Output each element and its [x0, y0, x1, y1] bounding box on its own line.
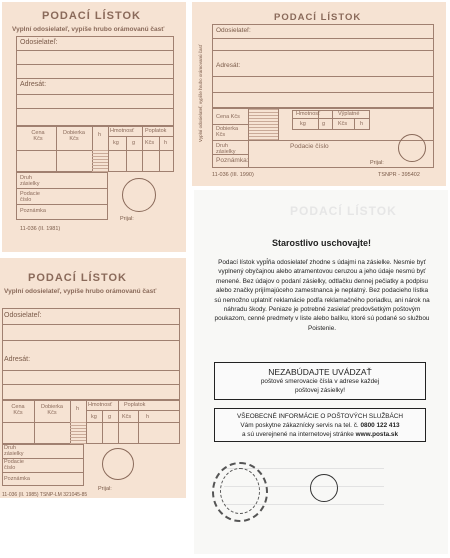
line	[2, 384, 180, 385]
form-number: 11-036 (II. 1985) TSNP-LM 321045-85	[2, 492, 88, 498]
kg-label: kg	[113, 140, 119, 146]
fee-h-label: h	[360, 121, 364, 127]
line	[292, 118, 370, 119]
slip-top-right	[192, 2, 446, 186]
sender-address-box	[212, 24, 434, 108]
print-code: TSNPR - 395402	[378, 172, 420, 178]
cod-label: Dobierka Kčs	[216, 126, 239, 138]
form-number: 11-036 (II. 1981)	[20, 226, 61, 232]
reminder-text: poštové smerovacie čísla v adrese každej poštovej zásielky!	[260, 378, 380, 394]
hatched-area	[248, 108, 278, 140]
kind-label: Druh zásielky	[20, 175, 40, 187]
postal-code-reminder-box	[214, 362, 426, 400]
g-label: g	[132, 140, 136, 146]
line	[108, 136, 174, 137]
service-phone-line	[215, 421, 425, 430]
ghost-title: PODACÍ LÍSTOK	[290, 204, 397, 218]
h-label: h	[76, 406, 80, 412]
address-label: Adresát:	[4, 356, 31, 363]
price-label: Cena Kčs	[31, 130, 45, 142]
vline	[102, 410, 103, 444]
number-label: Podacie číslo	[20, 191, 40, 203]
vertical-instruction: Vyplní odosielateľ, vypíše hrubo orámovanú časť	[198, 44, 203, 142]
stamp-circle	[398, 134, 426, 162]
line	[16, 78, 174, 79]
price-label: Cena Kčs	[11, 404, 25, 416]
vline	[159, 136, 160, 172]
address-label: Adresát:	[20, 81, 47, 88]
address-label: Adresát:	[216, 62, 241, 69]
hatched-area	[70, 422, 86, 444]
line	[2, 422, 180, 423]
sender-label: Odosielateľ:	[20, 39, 58, 46]
fee-kcs-label: Kčs	[338, 121, 348, 127]
slip-top-left	[2, 2, 186, 252]
g-label: g	[322, 121, 326, 127]
slip-title: PODACÍ LÍSTOK	[274, 12, 362, 23]
kg-label: kg	[300, 121, 306, 127]
sender-label: Odosielateľ:	[4, 312, 42, 319]
stamp-circle	[102, 448, 134, 480]
line	[2, 324, 180, 325]
vline	[278, 108, 279, 140]
reminder-heading: NEZABÚDAJTE UVÁDZAŤ	[268, 367, 372, 377]
line	[2, 472, 84, 473]
cod-label: Dobierka Kčs	[62, 130, 85, 142]
line	[212, 38, 434, 39]
line	[212, 124, 248, 125]
kg-label: kg	[91, 414, 97, 420]
service-website: www.posta.sk	[355, 431, 399, 438]
vline	[126, 136, 127, 172]
sender-label: Odosielateľ:	[216, 27, 251, 34]
hatched-area	[92, 150, 108, 172]
fee-label: Výplatné	[338, 111, 360, 117]
line	[212, 92, 434, 93]
stamp-circle	[310, 474, 338, 502]
weight-label: Hmotnosť	[110, 128, 135, 134]
line	[16, 204, 108, 205]
slip-instruction: Vyplní odosielateľ, vypíše hrubo orámovanú časť	[4, 288, 157, 295]
fee-kcs-label: Kčs	[145, 140, 155, 146]
received-label: Prijal:	[98, 486, 112, 492]
fee-label: Poplatok	[145, 128, 167, 134]
number-label: Podacie číslo	[4, 459, 24, 471]
line	[86, 410, 180, 411]
h-label: h	[98, 132, 102, 138]
fee-h-label: h	[146, 414, 150, 420]
note-label: Poznámka	[4, 476, 30, 482]
line	[2, 340, 180, 341]
line	[212, 50, 434, 51]
line	[212, 76, 434, 77]
vline	[56, 126, 57, 172]
fee-label: Poplatok	[124, 402, 146, 408]
line	[16, 94, 174, 95]
instructions-paragraph: Podací lístok vypĺňa odosielateľ zhodne s údajmi na zásielke. Nesmie byť vyplnený obyčajnou alebo atramentovou ceruzou a jeho údaje nesmú byť menené. Bez údajov o podaní zásielky, odtlačku dennej pečiatky a podpisu alebo značky prijímajúceho zamestnanca je neplatný. Bez podacieho lístka sú nemožno uplatniť reklamácie podľa reklamačného poriadku, ani nárok na náhradu škody. Peniaze je potrebné zasielať predovšetkým poštovým poukazom, cenné predmety v liste alebo balíku, ktoré sú podané so službou Poistenie.	[214, 259, 430, 332]
date-stamp-icon	[220, 468, 260, 514]
cod-label: Dobierka Kčs	[40, 404, 63, 416]
service-phone-prefix: Vám poskytne zákaznícky servis na tel. č.	[240, 422, 359, 429]
kind-label: Druh zásielky	[216, 143, 236, 155]
vline	[354, 118, 355, 130]
vline	[332, 110, 333, 130]
line	[16, 50, 174, 51]
slip-bottom-right-back	[194, 190, 448, 554]
line	[16, 188, 108, 189]
line	[16, 64, 174, 65]
service-web-prefix: a sú uverejnené na internetovej stránke	[241, 431, 354, 438]
received-label: Prijal:	[120, 216, 134, 222]
vline	[108, 126, 109, 172]
service-web-line	[215, 430, 425, 439]
received-label: Prijal:	[370, 160, 384, 166]
line	[2, 370, 180, 371]
note-label: Poznámka:	[216, 157, 249, 164]
vline	[142, 126, 143, 172]
fee-h-label: h	[164, 140, 168, 146]
slip-instruction: Vyplní odosielateľ, vypíše hrubo orámovanú časť	[12, 26, 165, 33]
weight-label: Hmotnosť	[296, 111, 321, 117]
line	[16, 108, 174, 109]
vline	[138, 410, 139, 444]
fee-kcs-label: Kčs	[122, 414, 132, 420]
number-label: Podacie číslo	[290, 143, 329, 150]
slip-title: PODACÍ LÍSTOK	[42, 10, 141, 22]
price-label: Cena Kčs	[216, 114, 240, 120]
g-label: g	[108, 414, 112, 420]
kind-label: Druh zásielky	[4, 445, 24, 457]
service-info-box	[214, 408, 426, 442]
note-label: Poznámka	[20, 208, 46, 214]
slip-bottom-left	[0, 258, 186, 498]
service-phone-number: 0800 122 413	[360, 422, 400, 429]
form-number: 11-036 (III. 1990)	[212, 172, 254, 178]
slip-title: PODACÍ LÍSTOK	[28, 272, 127, 284]
sender-address-box	[2, 308, 180, 400]
weight-label: Hmotnosť	[88, 402, 113, 408]
stamp-circle	[122, 178, 156, 212]
service-info-heading: VŠEOBECNÉ INFORMÁCIE O POŠTOVÝCH SLUŽBÁCH	[236, 413, 404, 420]
keep-carefully-heading: Starostlivo uschovajte!	[272, 238, 372, 248]
